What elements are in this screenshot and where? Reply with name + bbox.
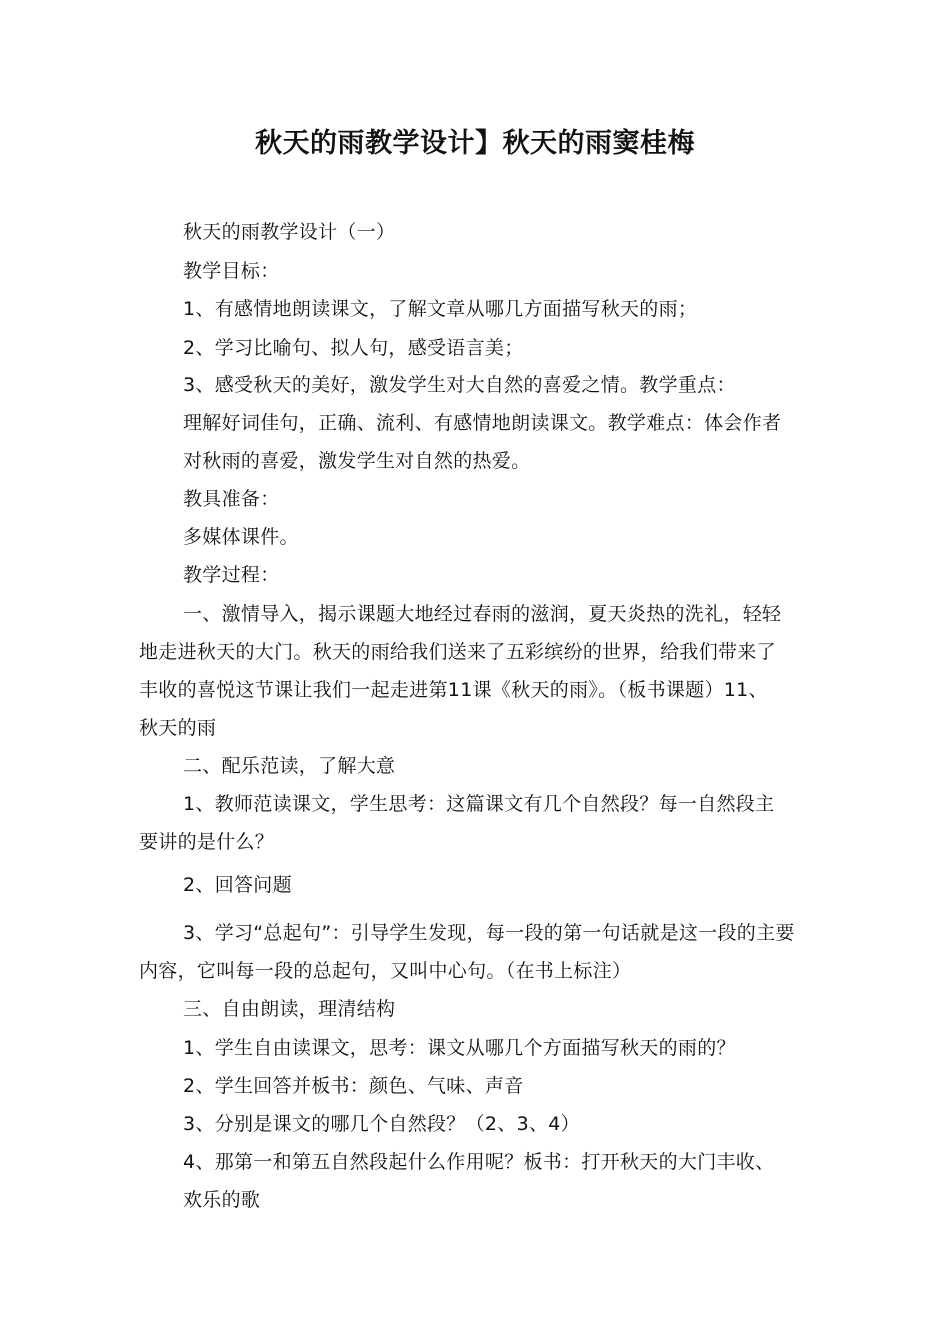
section-heading: 三、自由朗读，理清结构 — [183, 998, 396, 1020]
paragraph-line: 3、学习“总起句”：引导学生发现，每一段的第一句话就是这一段的主要 — [183, 922, 795, 944]
paragraph-line: 2、学习比喻句、拟人句，感受语言美； — [183, 337, 524, 359]
paragraph-line: 对秋雨的喜爱，激发学生对自然的热爱。 — [183, 450, 531, 472]
paragraph-line: 教学目标： — [183, 260, 280, 282]
paragraph-line: 教具准备： — [183, 488, 280, 510]
paragraph-line: 教学过程： — [183, 564, 280, 586]
paragraph-line: 理解好词佳句，正确、流利、有感情地朗读课文。教学难点：体会作者 — [183, 412, 782, 434]
document-title: 秋天的雨教学设计】秋天的雨窦桂梅 — [255, 128, 695, 159]
paragraph-line: 内容，它叫每一段的总起句，又叫中心句。（在书上标注） — [139, 960, 632, 982]
paragraph-line: 2、学生回答并板书：颜色、气味、声音 — [183, 1075, 524, 1097]
paragraph-line: 一、激情导入，揭示课题大地经过春雨的滋润，夏天炎热的洗礼，轻轻 — [183, 603, 782, 625]
paragraph-line: 3、感受秋天的美好，激发学生对大自然的喜爱之情。教学重点： — [183, 374, 736, 396]
paragraph-line: 4、那第一和第五自然段起什么作用呢？板书：打开秋天的大门丰收、 — [183, 1151, 775, 1173]
paragraph-line: 欢乐的歌 — [183, 1189, 261, 1211]
paragraph-line: 多媒体课件。 — [183, 526, 299, 548]
section-heading: 秋天的雨教学设计（一） — [183, 221, 396, 243]
paragraph-line: 1、学生自由读课文，思考：课文从哪几个方面描写秋天的雨的？ — [183, 1037, 736, 1059]
paragraph-line: 要讲的是什么？ — [139, 831, 275, 853]
paragraph-line: 2、回答问题 — [183, 874, 292, 896]
paragraph-line: 丰收的喜悦这节课让我们一起走进第11课《秋天的雨》。（板书课题）11、 — [139, 679, 768, 701]
paragraph-line: 1、教师范读课文，学生思考：这篇课文有几个自然段？每一自然段主 — [183, 793, 775, 815]
paragraph-line: 地走进秋天的大门。秋天的雨给我们送来了五彩缤纷的世界，给我们带来了 — [139, 641, 776, 663]
section-heading: 二、配乐范读，了解大意 — [183, 755, 396, 777]
paragraph-line: 秋天的雨 — [139, 717, 217, 739]
paragraph-line: 3、分别是课文的哪几个自然段？（2、3、4） — [183, 1113, 580, 1135]
paragraph-line: 1、有感情地朗读课文，了解文章从哪几方面描写秋天的雨； — [183, 298, 698, 320]
